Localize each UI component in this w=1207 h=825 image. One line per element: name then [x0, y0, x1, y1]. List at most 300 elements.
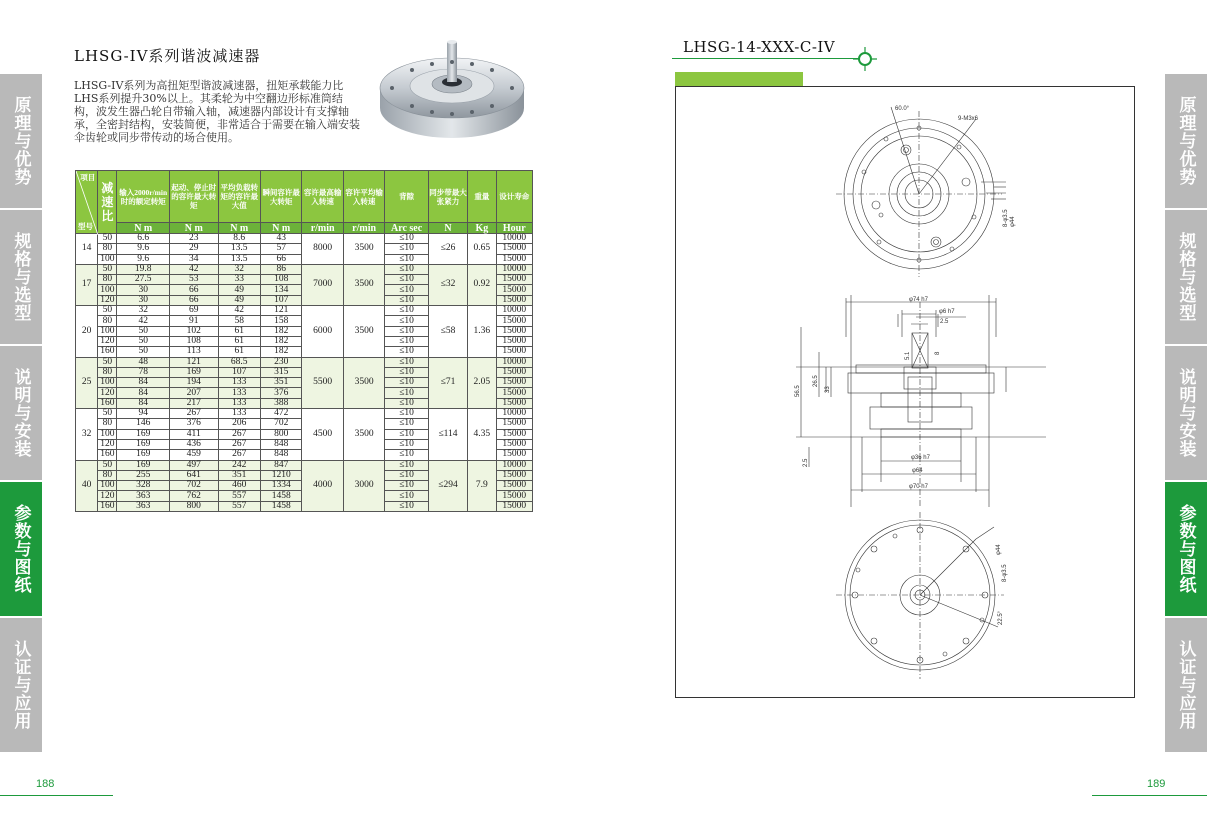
dim-pilot-diameter: φ64: [912, 468, 923, 474]
value-cell: 146: [117, 419, 170, 429]
value-cell: 182: [260, 336, 301, 346]
value-cell: 557: [218, 491, 260, 501]
value-cell: 80: [98, 275, 117, 285]
value-cell: 267: [218, 429, 260, 439]
value-cell: 68.5: [218, 357, 260, 367]
table-row: [76, 460, 533, 470]
value-cell: 472: [260, 409, 301, 419]
unit-cell: Hour: [496, 223, 532, 234]
backlash-cell: ≤10: [385, 306, 428, 316]
table-row: [76, 306, 533, 316]
backlash-cell: ≤10: [385, 429, 428, 439]
value-cell: 50: [98, 234, 117, 244]
value-cell: 267: [218, 439, 260, 449]
dim-body-height: 26.5: [813, 375, 819, 387]
tab-parameters[interactable]: [1165, 482, 1207, 616]
value-cell: 43: [260, 234, 301, 244]
tab-installation[interactable]: [1165, 346, 1207, 480]
value-cell: 160: [98, 347, 117, 357]
value-cell: 50: [117, 347, 170, 357]
backlash-cell: ≤10: [385, 336, 428, 346]
value-cell: 66: [170, 285, 219, 295]
value-cell: 69: [170, 306, 219, 316]
unit-cell: r/min: [302, 223, 343, 234]
belt-tension-cell: ≤32: [428, 264, 467, 305]
model-cell: 40: [76, 460, 98, 511]
life-cell: 15000: [496, 470, 532, 480]
value-cell: 6.6: [117, 234, 170, 244]
value-cell: 13.5: [218, 254, 260, 264]
value-cell: 133: [218, 388, 260, 398]
value-cell: 160: [98, 450, 117, 460]
tab-label: 说明与安装: [10, 368, 31, 458]
tab-label: 说明与安装: [1175, 368, 1196, 458]
life-cell: 10000: [496, 460, 532, 470]
backlash-cell: ≤10: [385, 295, 428, 305]
value-cell: 30: [117, 295, 170, 305]
tab-principle[interactable]: [1165, 74, 1207, 208]
value-cell: 91: [170, 316, 219, 326]
value-cell: 497: [170, 460, 219, 470]
life-cell: 15000: [496, 336, 532, 346]
value-cell: 100: [98, 481, 117, 491]
tab-label: 原理与优势: [1175, 96, 1196, 186]
value-cell: 1210: [260, 470, 301, 480]
header-belt-tension: 同步带最大张紧力: [428, 171, 467, 223]
unit-cell: N m: [218, 223, 260, 234]
backlash-cell: ≤10: [385, 460, 428, 470]
life-cell: 10000: [496, 357, 532, 367]
model-cell: 17: [76, 264, 98, 305]
value-cell: 80: [98, 244, 117, 254]
backlash-cell: ≤10: [385, 501, 428, 511]
value-cell: 206: [218, 419, 260, 429]
table-row: [76, 409, 533, 419]
life-cell: 10000: [496, 409, 532, 419]
corner-bottom-label: 型号: [78, 222, 93, 231]
unit-cell: Kg: [468, 223, 496, 234]
value-cell: 120: [98, 491, 117, 501]
dim-total-height: 56.5: [795, 385, 801, 397]
dim-angle-bottom: 22.5°: [998, 610, 1004, 625]
value-cell: 160: [98, 501, 117, 511]
model-title: LHSG-14-XXX-C-IV: [683, 38, 836, 56]
backlash-cell: ≤10: [385, 326, 428, 336]
value-cell: 107: [260, 295, 301, 305]
value-cell: 376: [170, 419, 219, 429]
value-cell: 169: [117, 439, 170, 449]
value-cell: 50: [98, 409, 117, 419]
tab-label: 规格与选型: [1175, 232, 1196, 322]
value-cell: 50: [98, 460, 117, 470]
value-cell: 50: [117, 326, 170, 336]
backlash-cell: ≤10: [385, 481, 428, 491]
value-cell: 78: [117, 367, 170, 377]
value-cell: 388: [260, 398, 301, 408]
dim-shaft-length: 2.5: [940, 319, 949, 325]
value-cell: 315: [260, 367, 301, 377]
value-cell: 267: [170, 409, 219, 419]
value-cell: 207: [170, 388, 219, 398]
right-section-tabs: [1165, 74, 1207, 754]
value-cell: 84: [117, 398, 170, 408]
corner-cell: [76, 171, 98, 234]
value-cell: 267: [218, 450, 260, 460]
value-cell: 1334: [260, 481, 301, 491]
value-cell: 108: [260, 275, 301, 285]
header-ratio: 减速比: [98, 171, 117, 234]
value-cell: 102: [170, 326, 219, 336]
avg-speed-cell: 3500: [343, 357, 384, 408]
header-start-stop-torque: 起动、停止时的容许最大转矩: [170, 171, 219, 223]
footer-rule-right: [1092, 795, 1207, 796]
value-cell: 113: [170, 347, 219, 357]
backlash-cell: ≤10: [385, 439, 428, 449]
tab-label: 参数与图纸: [10, 504, 31, 594]
tab-label: 认证与应用: [1175, 640, 1196, 730]
backlash-cell: ≤10: [385, 450, 428, 460]
tab-certification[interactable]: [0, 618, 42, 752]
life-cell: 15000: [496, 481, 532, 491]
life-cell: 15000: [496, 244, 532, 254]
life-cell: 10000: [496, 234, 532, 244]
value-cell: 61: [218, 347, 260, 357]
value-cell: 23: [170, 234, 219, 244]
value-cell: 61: [218, 336, 260, 346]
value-cell: 48: [117, 357, 170, 367]
backlash-cell: ≤10: [385, 388, 428, 398]
life-cell: 10000: [496, 264, 532, 274]
value-cell: 19.8: [117, 264, 170, 274]
life-cell: 15000: [496, 326, 532, 336]
value-cell: 9.6: [117, 254, 170, 264]
product-photo: [372, 36, 532, 148]
life-cell: 15000: [496, 254, 532, 264]
avg-speed-cell: 3500: [343, 409, 384, 460]
value-cell: 121: [260, 306, 301, 316]
value-cell: 120: [98, 439, 117, 449]
value-cell: 32: [218, 264, 260, 274]
unit-cell: r/min: [343, 223, 384, 234]
belt-tension-cell: ≤294: [428, 460, 467, 511]
value-cell: 80: [98, 470, 117, 480]
value-cell: 351: [218, 470, 260, 480]
tab-certification[interactable]: [1165, 618, 1207, 752]
footer-rule-left: [0, 795, 113, 796]
value-cell: 133: [218, 398, 260, 408]
dim-inner-diameter: φ36 h7: [911, 455, 930, 461]
table-row: [76, 357, 533, 367]
dim-bottom-gap: 2.5: [803, 458, 809, 467]
value-cell: 328: [117, 481, 170, 491]
title-band: [675, 72, 803, 86]
value-cell: 33: [218, 275, 260, 285]
avg-speed-cell: 3500: [343, 306, 384, 357]
dim-bolt-circle-bottom: φ44: [996, 544, 1002, 555]
value-cell: 107: [218, 367, 260, 377]
value-cell: 108: [170, 336, 219, 346]
value-cell: 460: [218, 481, 260, 491]
max-speed-cell: 4500: [302, 409, 343, 460]
value-cell: 42: [170, 264, 219, 274]
spec-table: [75, 170, 533, 512]
value-cell: 100: [98, 378, 117, 388]
value-cell: 50: [117, 336, 170, 346]
value-cell: 49: [218, 285, 260, 295]
avg-speed-cell: 3500: [343, 264, 384, 305]
weight-cell: 0.92: [468, 264, 496, 305]
backlash-cell: ≤10: [385, 398, 428, 408]
backlash-cell: ≤10: [385, 378, 428, 388]
life-cell: 15000: [496, 398, 532, 408]
value-cell: 848: [260, 439, 301, 449]
value-cell: 66: [170, 295, 219, 305]
life-cell: 15000: [496, 347, 532, 357]
value-cell: 50: [98, 357, 117, 367]
life-cell: 15000: [496, 501, 532, 511]
value-cell: 557: [218, 501, 260, 511]
value-cell: 84: [117, 388, 170, 398]
avg-speed-cell: 3500: [343, 234, 384, 265]
value-cell: 702: [170, 481, 219, 491]
model-cell: 25: [76, 357, 98, 408]
tab-label: 参数与图纸: [1175, 504, 1196, 594]
backlash-cell: ≤10: [385, 244, 428, 254]
max-speed-cell: 6000: [302, 306, 343, 357]
belt-tension-cell: ≤114: [428, 409, 467, 460]
value-cell: 80: [98, 367, 117, 377]
tab-selection[interactable]: [1165, 210, 1207, 344]
backlash-cell: ≤10: [385, 409, 428, 419]
tab-installation[interactable]: [0, 346, 42, 480]
page-number-right: 189: [1147, 778, 1166, 790]
max-speed-cell: 4000: [302, 460, 343, 511]
life-cell: 10000: [496, 306, 532, 316]
value-cell: 158: [260, 316, 301, 326]
value-cell: 169: [117, 429, 170, 439]
backlash-cell: ≤10: [385, 264, 428, 274]
value-cell: 702: [260, 419, 301, 429]
value-cell: 436: [170, 439, 219, 449]
tab-parameters[interactable]: [0, 482, 42, 616]
value-cell: 848: [260, 450, 301, 460]
belt-tension-cell: ≤26: [428, 234, 467, 265]
dim-flange-diameter: φ70 h7: [909, 484, 928, 490]
header-avg-load-torque: 平均负载转矩的容许最大值: [218, 171, 260, 223]
value-cell: 217: [170, 398, 219, 408]
dim-holes-top: 8-φ3.5: [1003, 209, 1009, 227]
life-cell: 15000: [496, 367, 532, 377]
value-cell: 800: [260, 429, 301, 439]
drawing-svg: [676, 87, 1136, 699]
page-number-left: 188: [36, 778, 55, 790]
backlash-cell: ≤10: [385, 470, 428, 480]
value-cell: 351: [260, 378, 301, 388]
backlash-cell: ≤10: [385, 491, 428, 501]
unit-cell: N m: [170, 223, 219, 234]
value-cell: 100: [98, 285, 117, 295]
value-cell: 100: [98, 326, 117, 336]
value-cell: 34: [170, 254, 219, 264]
technical-drawing: [675, 86, 1135, 698]
backlash-cell: ≤10: [385, 419, 428, 429]
dim-shaft-height: 8: [935, 351, 941, 355]
table-row: [76, 264, 533, 274]
header-max-input-speed: 容许最高输入转速: [302, 171, 343, 223]
life-cell: 15000: [496, 285, 532, 295]
life-cell: 15000: [496, 378, 532, 388]
max-speed-cell: 5500: [302, 357, 343, 408]
dim-outer-diameter: φ74 h7: [909, 297, 928, 303]
unit-cell: N m: [117, 223, 170, 234]
unit-cell: Arc sec: [385, 223, 428, 234]
weight-cell: 0.65: [468, 234, 496, 265]
header-rated-torque: 输入2000r/min时的额定转矩: [117, 171, 170, 223]
model-cell: 20: [76, 306, 98, 357]
dim-bolt-circle: φ44: [1010, 216, 1016, 227]
dim-thread: 9-M3x6: [958, 116, 979, 122]
unit-cell: N: [428, 223, 467, 234]
tab-selection[interactable]: [0, 210, 42, 344]
model-cell: 32: [76, 409, 98, 460]
dim-holes-bottom: 8-φ3.5: [1002, 564, 1008, 582]
value-cell: 160: [98, 398, 117, 408]
value-cell: 50: [98, 306, 117, 316]
value-cell: 30: [117, 285, 170, 295]
value-cell: 58: [218, 316, 260, 326]
tab-label: 原理与优势: [10, 96, 31, 186]
life-cell: 15000: [496, 491, 532, 501]
model-cell: 14: [76, 234, 98, 265]
backlash-cell: ≤10: [385, 367, 428, 377]
value-cell: 230: [260, 357, 301, 367]
header-avg-input-speed: 容许平均输入转速: [343, 171, 384, 223]
value-cell: 84: [117, 378, 170, 388]
value-cell: 53: [170, 275, 219, 285]
value-cell: 61: [218, 326, 260, 336]
value-cell: 133: [218, 378, 260, 388]
belt-tension-cell: ≤58: [428, 306, 467, 357]
corner-top-label: 项目: [80, 173, 96, 182]
value-cell: 169: [117, 460, 170, 470]
value-cell: 1458: [260, 491, 301, 501]
backlash-cell: ≤10: [385, 234, 428, 244]
value-cell: 459: [170, 450, 219, 460]
value-cell: 121: [170, 357, 219, 367]
value-cell: 32: [117, 306, 170, 316]
dim-key: 5.1: [905, 351, 911, 360]
value-cell: 255: [117, 470, 170, 480]
value-cell: 120: [98, 295, 117, 305]
weight-cell: 7.9: [468, 460, 496, 511]
life-cell: 15000: [496, 316, 532, 326]
value-cell: 66: [260, 254, 301, 264]
spec-table-body: [76, 234, 533, 512]
value-cell: 242: [218, 460, 260, 470]
value-cell: 169: [170, 367, 219, 377]
value-cell: 49: [218, 295, 260, 305]
page-title: LHSG-IV系列谐波减速器: [74, 47, 261, 65]
title-underline: [672, 58, 860, 59]
max-speed-cell: 7000: [302, 264, 343, 305]
header-backlash: 背隙: [385, 171, 428, 223]
value-cell: 194: [170, 378, 219, 388]
value-cell: 42: [218, 306, 260, 316]
value-cell: 133: [218, 409, 260, 419]
tab-label: 规格与选型: [10, 232, 31, 322]
avg-speed-cell: 3000: [343, 460, 384, 511]
tab-label: 认证与应用: [10, 640, 31, 730]
header-design-life: 设计寿命: [496, 171, 532, 223]
value-cell: 847: [260, 460, 301, 470]
value-cell: 182: [260, 326, 301, 336]
dim-flange-height: 33: [825, 386, 831, 393]
dim-shaft-diameter: φ6 h7: [939, 309, 955, 315]
value-cell: 169: [117, 450, 170, 460]
life-cell: 15000: [496, 388, 532, 398]
value-cell: 800: [170, 501, 219, 511]
target-ring-icon: [853, 47, 877, 71]
life-cell: 15000: [496, 419, 532, 429]
backlash-cell: ≤10: [385, 347, 428, 357]
value-cell: 42: [117, 316, 170, 326]
header-weight: 重量: [468, 171, 496, 223]
weight-cell: 2.05: [468, 357, 496, 408]
value-cell: 363: [117, 491, 170, 501]
value-cell: 57: [260, 244, 301, 254]
table-row: [76, 234, 533, 244]
value-cell: 50: [98, 264, 117, 274]
life-cell: 15000: [496, 439, 532, 449]
backlash-cell: ≤10: [385, 357, 428, 367]
value-cell: 27.5: [117, 275, 170, 285]
backlash-cell: ≤10: [385, 254, 428, 264]
belt-tension-cell: ≤71: [428, 357, 467, 408]
value-cell: 100: [98, 254, 117, 264]
value-cell: 411: [170, 429, 219, 439]
weight-cell: 4.35: [468, 409, 496, 460]
unit-cell: N m: [260, 223, 301, 234]
tab-principle[interactable]: [0, 74, 42, 208]
life-cell: 15000: [496, 429, 532, 439]
dim-angle-top: 60.0°: [895, 106, 910, 112]
max-speed-cell: 8000: [302, 234, 343, 265]
value-cell: 1458: [260, 501, 301, 511]
value-cell: 94: [117, 409, 170, 419]
value-cell: 80: [98, 419, 117, 429]
value-cell: 120: [98, 336, 117, 346]
value-cell: 641: [170, 470, 219, 480]
value-cell: 182: [260, 347, 301, 357]
life-cell: 15000: [496, 275, 532, 285]
value-cell: 29: [170, 244, 219, 254]
value-cell: 134: [260, 285, 301, 295]
life-cell: 15000: [496, 295, 532, 305]
header-momentary-torque: 瞬间容许最大转矩: [260, 171, 301, 223]
life-cell: 15000: [496, 450, 532, 460]
value-cell: 120: [98, 388, 117, 398]
value-cell: 762: [170, 491, 219, 501]
product-description: LHSG-IV系列为高扭矩型谐波减速器，扭矩承载能力比LHS系列提升30%以上。其柔轮为中空翻边形标准筒结构，波发生器凸轮自带输入轴，减速器内部设计有支撑轴承，全密封结构，安装简便，非常适合于需要在输入端安装伞齿轮或同步带传动的场合使用。: [74, 79, 360, 144]
value-cell: 9.6: [117, 244, 170, 254]
value-cell: 100: [98, 429, 117, 439]
backlash-cell: ≤10: [385, 275, 428, 285]
value-cell: 80: [98, 316, 117, 326]
value-cell: 86: [260, 264, 301, 274]
left-section-tabs: [0, 74, 42, 754]
value-cell: 8.6: [218, 234, 260, 244]
value-cell: 363: [117, 501, 170, 511]
